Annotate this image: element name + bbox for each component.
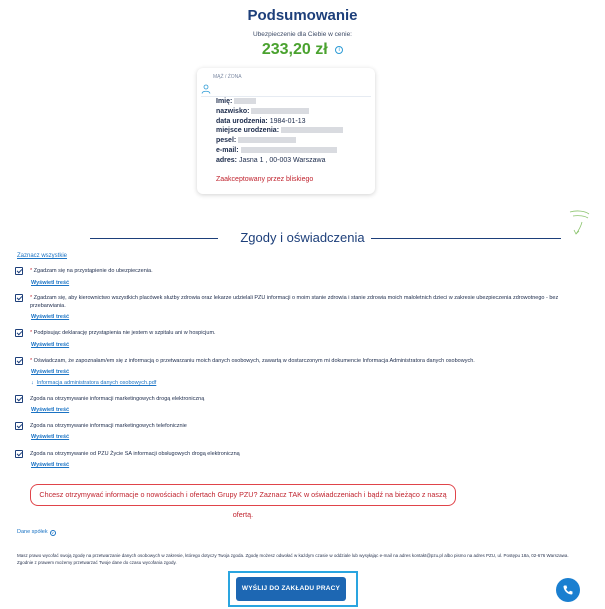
consent-withdrawal-notice: Masz prawo wycofać swoją zgodę na przetwarzanie danych osobowych w zakresie, którego dotyczy Twoja zgoda. Zgodę możesz odwołać w każdym czasie w oddziale lub wysyłając e-mail na adres kontakt@pzu.pl albo pismo na adres PZU, ul. Postępu 18a, 02-676 Warszawa. Zgodnie z prawem możemy przetwarzać Twoje dane do czasu wycofania zgody. — [17, 553, 569, 565]
consent-checkbox-1[interactable] — [15, 267, 23, 275]
acceptance-status: Zaakceptowany przez bliskiego — [216, 176, 314, 183]
card-divider — [201, 96, 371, 97]
consent-checkbox-5[interactable] — [15, 395, 23, 403]
insurance-price-label: Ubezpieczenie dla Ciebie w cenie: — [252, 31, 352, 38]
consent-text-3: * Podpisując deklarację przystąpienia nie jestem w szpitalu ani w hospicjum. — [30, 330, 216, 336]
show-content-link-1[interactable]: Wyświetl treść — [31, 280, 70, 286]
consent-text-6: Zgoda na otrzymywanie informacji marketingowych telefonicznie — [30, 423, 187, 429]
person-icon — [201, 84, 211, 94]
consent-checkbox-6[interactable] — [15, 422, 23, 430]
info-icon[interactable]: i — [335, 46, 343, 54]
consents-section-title: Zgody i oświadczenia — [240, 230, 365, 245]
data-controller-toggle[interactable]: Dane spółek v — [17, 529, 54, 535]
insurance-price: 233,20 zł — [261, 41, 328, 58]
consent-text-1: * Zgadzam się na przystąpienie do ubezpieczenia. — [30, 268, 153, 274]
consent-checkbox-4[interactable] — [15, 357, 23, 365]
marketing-promo-banner: Chcesz otrzymywać informacje o nowościach i ofertach Grupy PZU? Zaznacz TAK w oświadczeniach i bądź na bieżąco z naszą ofertą. — [30, 484, 456, 506]
phone-contact-button[interactable] — [556, 578, 580, 602]
consent-checkbox-7[interactable] — [15, 450, 23, 458]
show-content-link-5[interactable]: Wyświetl treść — [31, 407, 70, 413]
chevron-down-icon: v — [51, 530, 54, 535]
download-icon: ↓ — [31, 380, 34, 386]
redacted-pesel — [238, 137, 296, 143]
consent-text-4: * Oświadczam, że zapoznałam/em się z informacją o przetwarzaniu moich danych osobowych, zawartą w dostarczonym mi dokumencie Informacja Administratora danych osobowych. — [30, 358, 475, 364]
consent-checkbox-2[interactable] — [15, 294, 23, 302]
redacted-birth-place — [281, 127, 343, 133]
redacted-first-name — [234, 98, 256, 104]
section-divider-right — [371, 238, 561, 239]
consent-text-2: * Zgadzam się, aby kierownictwo wszystkich placówek służby zdrowia oraz lekarze udzielali PZU informacji o moim stanie zdrowia i stanie zdrowia moich małoletnich dzieci w zakresie ubezpieczenia zdrowotnego - bez przebarwiania. — [30, 295, 559, 309]
consent-checkbox-3[interactable] — [15, 329, 23, 337]
field-address: adres: Jasna 1 , 00-003 Warszawa — [216, 157, 326, 164]
field-birth-date: data urodzenia: 1984-01-13 — [216, 118, 306, 125]
show-content-link-4[interactable]: Wyświetl treść — [31, 369, 70, 375]
consent-text-7: Zgoda na otrzymywanie od PZU Życie SA informacji obsługowych drogą elektroniczną — [30, 451, 240, 457]
redacted-email — [241, 147, 337, 153]
show-content-link-6[interactable]: Wyświetl treść — [31, 434, 70, 440]
field-pesel: pesel: — [216, 137, 296, 144]
field-first-name: Imię: — [216, 98, 256, 105]
field-birth-place: miejsce urodzenia: — [216, 127, 343, 134]
phone-icon — [562, 584, 574, 596]
field-email: e-mail: — [216, 147, 337, 154]
redacted-last-name — [251, 108, 309, 114]
price-row — [0, 41, 605, 59]
consent-text-5: Zgoda na otrzymywanie informacji marketingowych drogą elektroniczną — [30, 396, 205, 402]
show-content-link-2[interactable]: Wyświetl treść — [31, 314, 70, 320]
privacy-info-download-link[interactable]: ↓ Informacja administratora danych osobowych.pdf — [31, 380, 157, 386]
show-content-link-7[interactable]: Wyświetl treść — [31, 462, 70, 468]
send-to-employer-button[interactable]: WYŚLIJ DO ZAKŁADU PRACY — [236, 577, 346, 601]
person-role-label: MĄŻ / ŻONA — [213, 74, 242, 80]
accept-all-link[interactable]: Zaznacz wszystkie — [17, 253, 68, 259]
field-last-name: nazwisko: — [216, 108, 309, 115]
show-content-link-3[interactable]: Wyświetl treść — [31, 342, 70, 348]
summary-title: Podsumowanie — [247, 7, 358, 24]
